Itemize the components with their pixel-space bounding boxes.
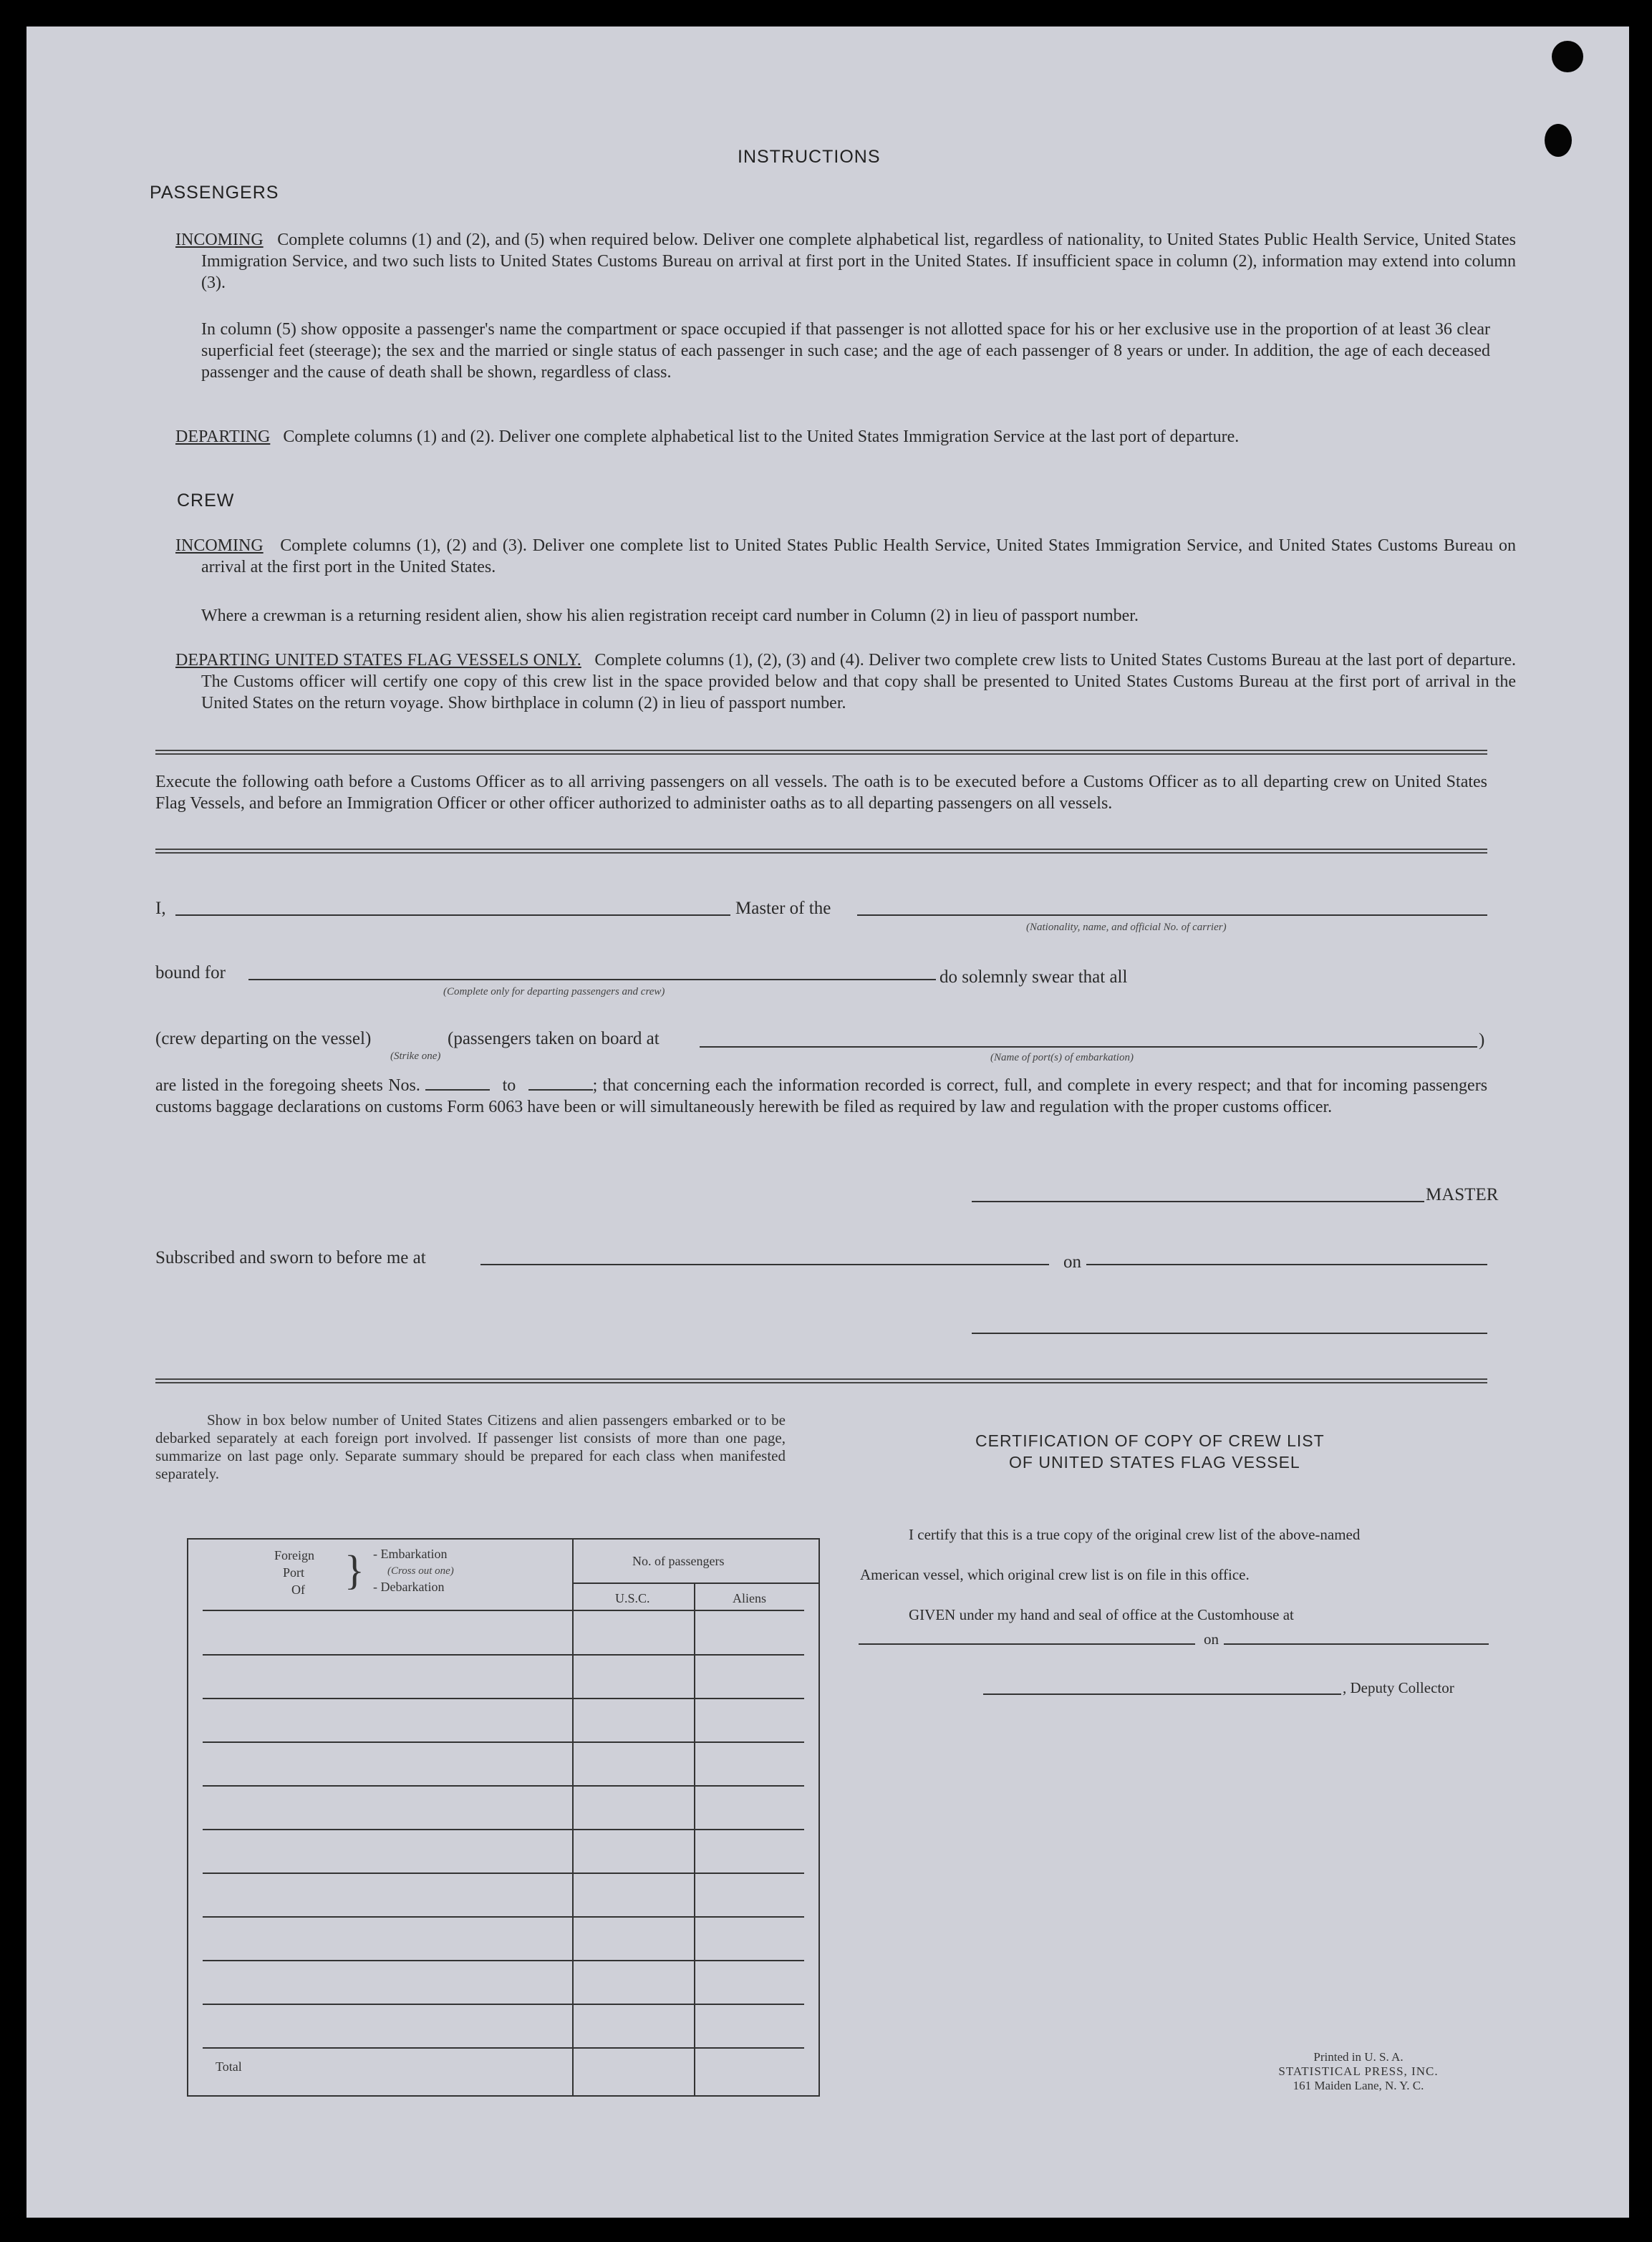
form-sheet bbox=[26, 26, 1629, 2218]
passengers-incoming-paragraph bbox=[175, 229, 1516, 294]
listed-to: to bbox=[502, 1076, 516, 1095]
table-row-line bbox=[203, 1785, 804, 1787]
certify-on-label: on bbox=[1204, 1630, 1219, 1648]
close-paren: ) bbox=[1479, 1030, 1485, 1050]
oath-listed-paragraph bbox=[155, 1075, 1487, 1118]
of-label: Of bbox=[291, 1583, 305, 1597]
table-divider bbox=[694, 1584, 695, 2095]
printer-imprint bbox=[1244, 2050, 1473, 2093]
sheet-from-field[interactable] bbox=[425, 1076, 490, 1091]
foreign-label: Foreign bbox=[274, 1548, 314, 1562]
table-row-line bbox=[203, 1829, 804, 1830]
section-divider bbox=[155, 849, 1487, 854]
bound-for-label: bound for bbox=[155, 963, 226, 982]
passengers-heading: PASSENGERS bbox=[150, 183, 279, 203]
master-of-the-label: Master of the bbox=[735, 899, 831, 918]
certify-line-1: I certify that this is a true copy of the original crew list of the above-named bbox=[909, 1526, 1361, 1543]
table-row-line bbox=[203, 1698, 804, 1699]
master-signature-field[interactable] bbox=[972, 1201, 1424, 1202]
punch-hole bbox=[1552, 41, 1583, 72]
table-row-line bbox=[203, 2004, 804, 2005]
bound-for-caption: (Complete only for departing passengers and crew) bbox=[443, 986, 665, 997]
sheet-to-field[interactable] bbox=[528, 1076, 593, 1091]
embarkation-label: - Embarkation bbox=[373, 1547, 448, 1561]
table-row-line bbox=[203, 1916, 804, 1918]
total-label: Total bbox=[216, 2059, 242, 2074]
debarkation-label: - Debarkation bbox=[373, 1580, 445, 1594]
crew-departing-option: (crew departing on the vessel) bbox=[155, 1029, 372, 1048]
passengers-departing-paragraph bbox=[175, 426, 1516, 448]
passenger-summary-table bbox=[187, 1538, 820, 2097]
printer-line-2: STATISTICAL PRESS, INC. bbox=[1278, 2064, 1439, 2078]
crew-resident-paragraph: Where a crewman is a returning resident alien, show his alien registration receipt card number in Column (2) in lieu of passport number. bbox=[201, 607, 1139, 625]
sworn-place-field[interactable] bbox=[480, 1264, 1049, 1265]
strike-caption: (Strike one) bbox=[390, 1050, 441, 1062]
sworn-on-label: on bbox=[1063, 1252, 1081, 1272]
sworn-date-field[interactable] bbox=[1086, 1264, 1487, 1265]
subscribed-label: Subscribed and sworn to before me at bbox=[155, 1248, 426, 1267]
section-divider bbox=[155, 1378, 1487, 1383]
passengers-taken-option: (passengers taken on board at bbox=[448, 1029, 660, 1048]
officer-signature-field[interactable] bbox=[972, 1333, 1487, 1334]
crew-departing-text: Complete columns (1), (2), (3) and (4). Deliver two complete crew lists to United States Customs Bureau at the last port of departure. The Customs officer will certify one copy of this crew list in the space provided below and that copy shall be presented to United States Customs Bureau at the first port of arrival in the United States on the return voyage. Show birthplace in column (2) in lieu of passport number. bbox=[201, 651, 1517, 712]
brace-icon: } bbox=[344, 1547, 364, 1593]
oath-intro: Execute the following oath before a Customs Officer as to all arriving passengers on all vessels. The oath is to be executed before a Customs Officer as to all departing crew on United States Flag Vessels, and before an Immigration Officer or other officer authorized to administer oaths as to all departing passengers on all vessels. bbox=[155, 773, 1487, 813]
crew-incoming-text: Complete columns (1), (2) and (3). Deliver one complete list to United States Public Health Service, United States Immigration Service, and United States Customs Bureau on arrival at the first port in the United States. bbox=[201, 536, 1516, 576]
departing-text: Complete columns (1) and (2). Deliver one complete alphabetical list to the United States Immigration Service at the last port of departure. bbox=[283, 427, 1240, 446]
listed-lead: are listed in the foregoing sheets Nos. bbox=[155, 1076, 420, 1095]
carrier-field[interactable] bbox=[857, 914, 1487, 916]
aliens-header: Aliens bbox=[733, 1591, 766, 1605]
swear-label: do solemnly swear that all bbox=[939, 967, 1128, 987]
section-divider bbox=[155, 750, 1487, 755]
incoming-label: INCOMING bbox=[175, 231, 264, 249]
crew-incoming-label: INCOMING bbox=[175, 536, 264, 555]
table-row-line bbox=[203, 1960, 804, 1961]
oath-i-label: I, bbox=[155, 899, 166, 918]
deputy-signature-field[interactable] bbox=[983, 1693, 1341, 1695]
printer-line-1: Printed in U. S. A. bbox=[1313, 2050, 1404, 2064]
table-divider bbox=[572, 1540, 574, 2095]
certification-title-1: CERTIFICATION OF COPY OF CREW LIST bbox=[975, 1431, 1325, 1450]
cross-out-caption: (Cross out one) bbox=[387, 1565, 454, 1577]
no-passengers-header: No. of passengers bbox=[632, 1554, 725, 1568]
master-name-field[interactable] bbox=[175, 914, 730, 916]
embarkation-port-field[interactable] bbox=[700, 1046, 1477, 1048]
table-row-line bbox=[203, 2047, 804, 2049]
certification-title-2: OF UNITED STATES FLAG VESSEL bbox=[1009, 1453, 1300, 1472]
printer-line-3: 161 Maiden Lane, N. Y. C. bbox=[1293, 2079, 1424, 2092]
port-caption: (Name of port(s) of embarkation) bbox=[990, 1052, 1134, 1063]
summary-note: Show in box below number of United States Citizens and alien passengers embarked or to be debarked separately at each foreign port involved. If passenger list consists of more than one page, summarize on last page only. Separate summary should be prepared for each class when manifested separately. bbox=[155, 1411, 786, 1482]
usc-header: U.S.C. bbox=[615, 1591, 650, 1605]
certify-date-field[interactable] bbox=[1224, 1643, 1489, 1645]
departing-label: DEPARTING bbox=[175, 427, 271, 446]
table-row-line bbox=[203, 1654, 804, 1656]
table-divider bbox=[572, 1583, 818, 1584]
punch-hole bbox=[1545, 124, 1572, 157]
table-row-line bbox=[203, 1741, 804, 1743]
certify-line-3: GIVEN under my hand and seal of office at the Customhouse at bbox=[909, 1606, 1294, 1623]
carrier-caption: (Nationality, name, and official No. of carrier) bbox=[1026, 922, 1227, 933]
incoming-text: Complete columns (1) and (2), and (5) when required below. Deliver one complete alphabetical list, regardless of nationality, to United States Public Health Service, United States Immigration Service, and two such lists to United States Customs Bureau on arrival at first port in the United States. If insufficient space in column (2), information may extend into column (3). bbox=[201, 231, 1517, 292]
crew-heading: CREW bbox=[177, 491, 235, 511]
table-row-line bbox=[203, 1873, 804, 1874]
column5-paragraph: In column (5) show opposite a passenger's name the compartment or space occupied if that passenger is not allotted space for his or her exclusive use in the proportion of at least 36 clear superficial feet (steerage); the sex and the married or single status of each passenger in such case; and the age of each passenger of 8 years or under. In addition, the age of each deceased passenger and the cause of death shall be shown, regardless of class. bbox=[201, 320, 1490, 382]
deputy-collector-label: , Deputy Collector bbox=[1343, 1679, 1454, 1696]
bound-for-field[interactable] bbox=[248, 979, 936, 980]
port-label: Port bbox=[283, 1565, 305, 1580]
crew-departing-paragraph bbox=[175, 649, 1516, 714]
crew-incoming-paragraph bbox=[175, 535, 1516, 578]
customhouse-field[interactable] bbox=[859, 1643, 1195, 1645]
crew-departing-label: DEPARTING UNITED STATES FLAG VESSELS ONLY. bbox=[175, 651, 581, 670]
certify-line-2: American vessel, which original crew list is on file in this office. bbox=[860, 1566, 1250, 1583]
table-divider bbox=[203, 1610, 804, 1611]
instructions-title: INSTRUCTIONS bbox=[738, 147, 881, 167]
listed-rest: ; that concerning each the information recorded is correct, full, and complete in every respect; and that for incoming passengers customs baggage declarations on customs Form 6063 have been or will simultaneously herewith be filed as required by law and regulation with the proper customs officer. bbox=[155, 1076, 1488, 1116]
master-label: MASTER bbox=[1426, 1185, 1499, 1204]
